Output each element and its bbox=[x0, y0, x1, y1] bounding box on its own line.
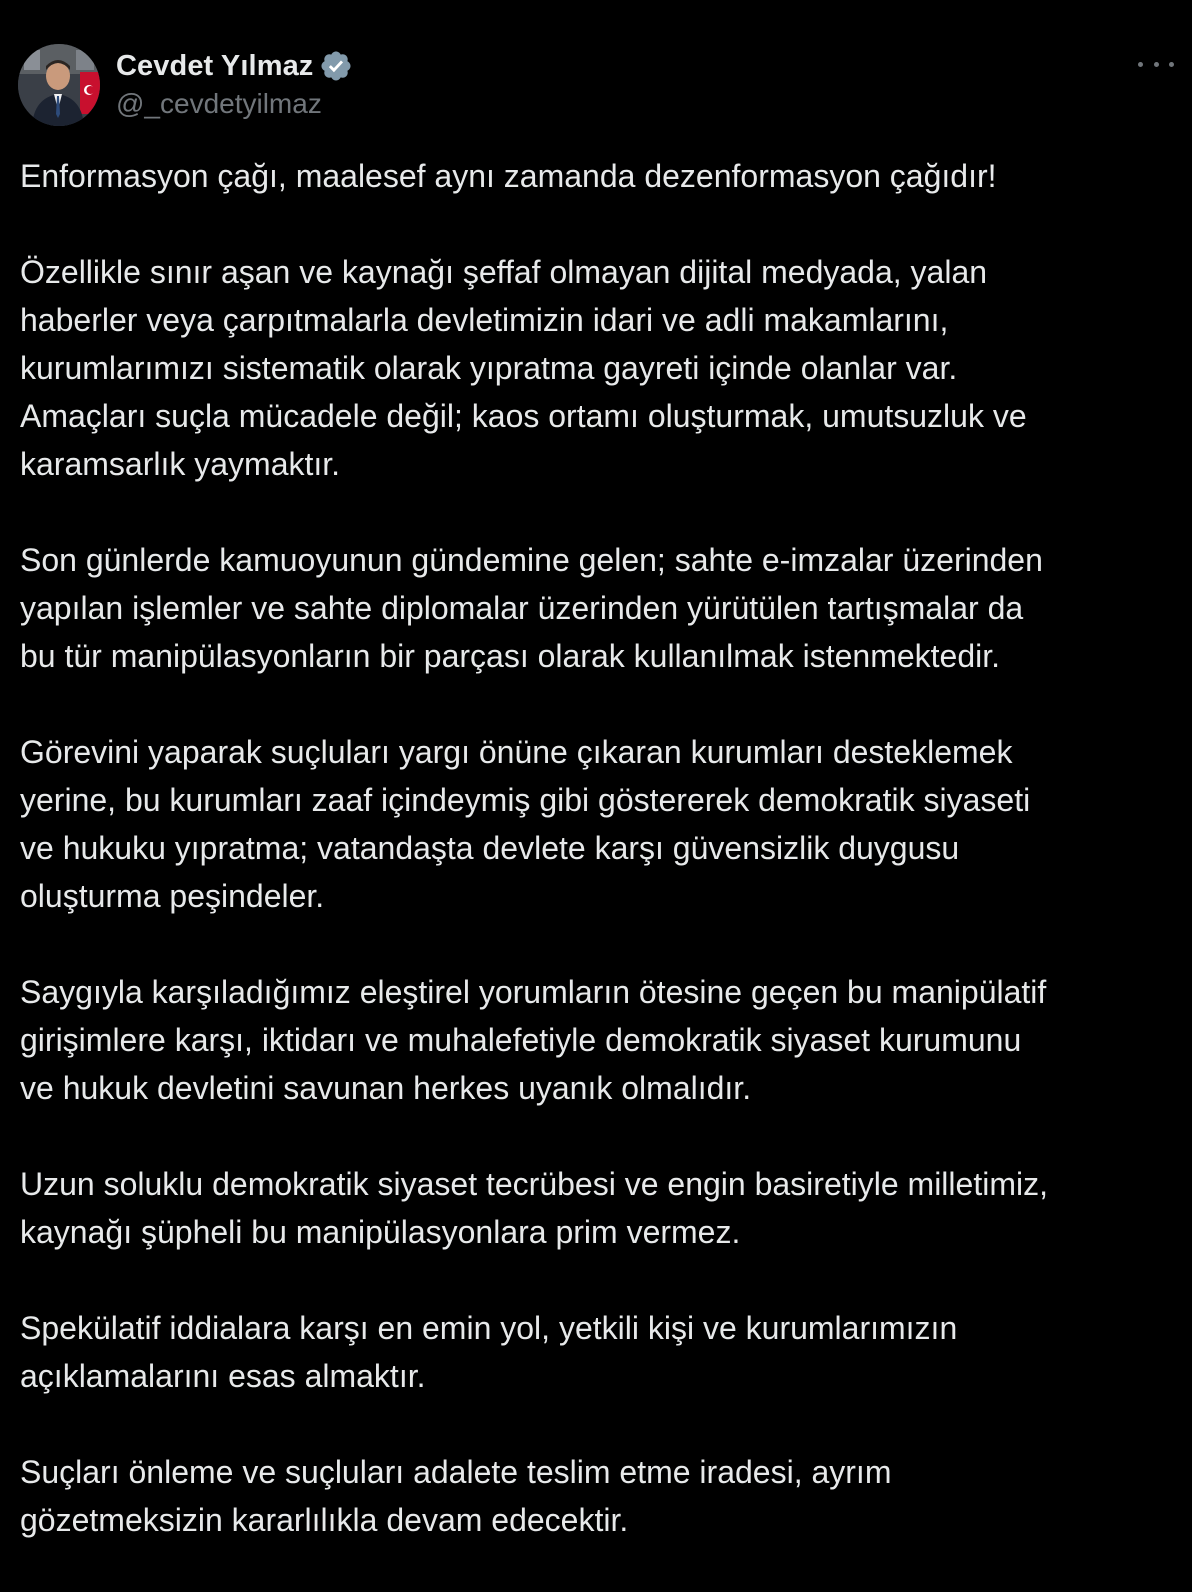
tweet-text-line: ve hukuku yıpratma; vatandaşta devlete karşı güvensizlik duygusu bbox=[20, 830, 960, 866]
tweet-text-line: haberler veya çarpıtmalarla devletimizin idari ve adli makamlarını, bbox=[20, 302, 949, 338]
name-row bbox=[116, 46, 353, 86]
tweet-text-line: yapılan işlemler ve sahte diplomalar üzerinden yürütülen tartışmalar da bbox=[20, 590, 1024, 626]
tweet-text-line: ve hukuk devletini savunan herkes uyanık olmalıdır. bbox=[20, 1070, 752, 1106]
tweet-text-line: Suçları önleme ve suçluları adalete teslim etme iradesi, ayrım bbox=[20, 1454, 892, 1490]
verified-badge-icon[interactable] bbox=[319, 49, 353, 83]
tweet-paragraph bbox=[20, 728, 1180, 920]
tweet-paragraph bbox=[20, 968, 1180, 1112]
tweet-paragraph bbox=[20, 536, 1180, 680]
more-dot bbox=[1154, 62, 1159, 67]
profile-photo bbox=[18, 44, 100, 126]
tweet-text-line: Görevini yaparak suçluları yargı önüne çıkaran kurumları desteklemek bbox=[20, 734, 1013, 770]
more-dot bbox=[1138, 62, 1143, 67]
tweet-text-line: girişimlere karşı, iktidarı ve muhalefetiyle demokratik siyaset kurumunu bbox=[20, 1022, 1022, 1058]
tweet-paragraph bbox=[20, 1160, 1180, 1256]
tweet-text-line: açıklamalarını esas almaktır. bbox=[20, 1358, 426, 1394]
author-handle[interactable]: @_cevdetyilmaz bbox=[116, 88, 322, 119]
tweet-text-line: kaynağı şüpheli bu manipülasyonlara prim vermez. bbox=[20, 1214, 741, 1250]
tweet-text-line: Spekülatif iddialara karşı en emin yol, yetkili kişi ve kurumlarımızın bbox=[20, 1310, 958, 1346]
tweet-text-line: kurumlarımızı sistematik olarak yıpratma gayreti içinde olanlar var. bbox=[20, 350, 958, 386]
tweet-paragraph bbox=[20, 152, 1180, 200]
more-options-icon[interactable] bbox=[1138, 52, 1174, 76]
tweet-paragraph bbox=[20, 1304, 1180, 1400]
tweet-paragraph bbox=[20, 1448, 1180, 1544]
tweet-text bbox=[20, 152, 1180, 1592]
tweet-text-line: Enformasyon çağı, maalesef aynı zamanda dezenformasyon çağıdır! bbox=[20, 158, 997, 194]
tweet-text-line: Saygıyla karşıladığımız eleştirel yorumların ötesine geçen bu manipülatif bbox=[20, 974, 1047, 1010]
tweet-text-line: karamsarlık yaymaktır. bbox=[20, 446, 341, 482]
more-dot bbox=[1169, 62, 1174, 67]
author-display-name[interactable]: Cevdet Yılmaz bbox=[116, 49, 314, 82]
tweet-text-line: oluşturma peşindeler. bbox=[20, 878, 325, 914]
tweet-text-line: Son günlerde kamuoyunun gündemine gelen; sahte e-imzalar üzerinden bbox=[20, 542, 1043, 578]
tweet-text-line: gözetmeksizin kararlılıkla devam edecektir. bbox=[20, 1502, 629, 1538]
tweet-text-line: yerine, bu kurumları zaaf içindeymiş gibi göstererek demokratik siyaseti bbox=[20, 782, 1031, 818]
author-info bbox=[116, 46, 353, 120]
tweet-text-line: Amaçları suçla mücadele değil; kaos ortamı oluşturmak, umutsuzluk ve bbox=[20, 398, 1027, 434]
avatar[interactable] bbox=[18, 44, 100, 126]
tweet-text-line: Uzun soluklu demokratik siyaset tecrübesi ve engin basiretiyle milletimiz, bbox=[20, 1166, 1048, 1202]
tweet-paragraph bbox=[20, 248, 1180, 488]
tweet-text-line: Özellikle sınır aşan ve kaynağı şeffaf olmayan dijital medyada, yalan bbox=[20, 254, 988, 290]
tweet-text-line: bu tür manipülasyonların bir parçası olarak kullanılmak istenmektedir. bbox=[20, 638, 1001, 674]
tweet-header bbox=[18, 44, 1174, 128]
